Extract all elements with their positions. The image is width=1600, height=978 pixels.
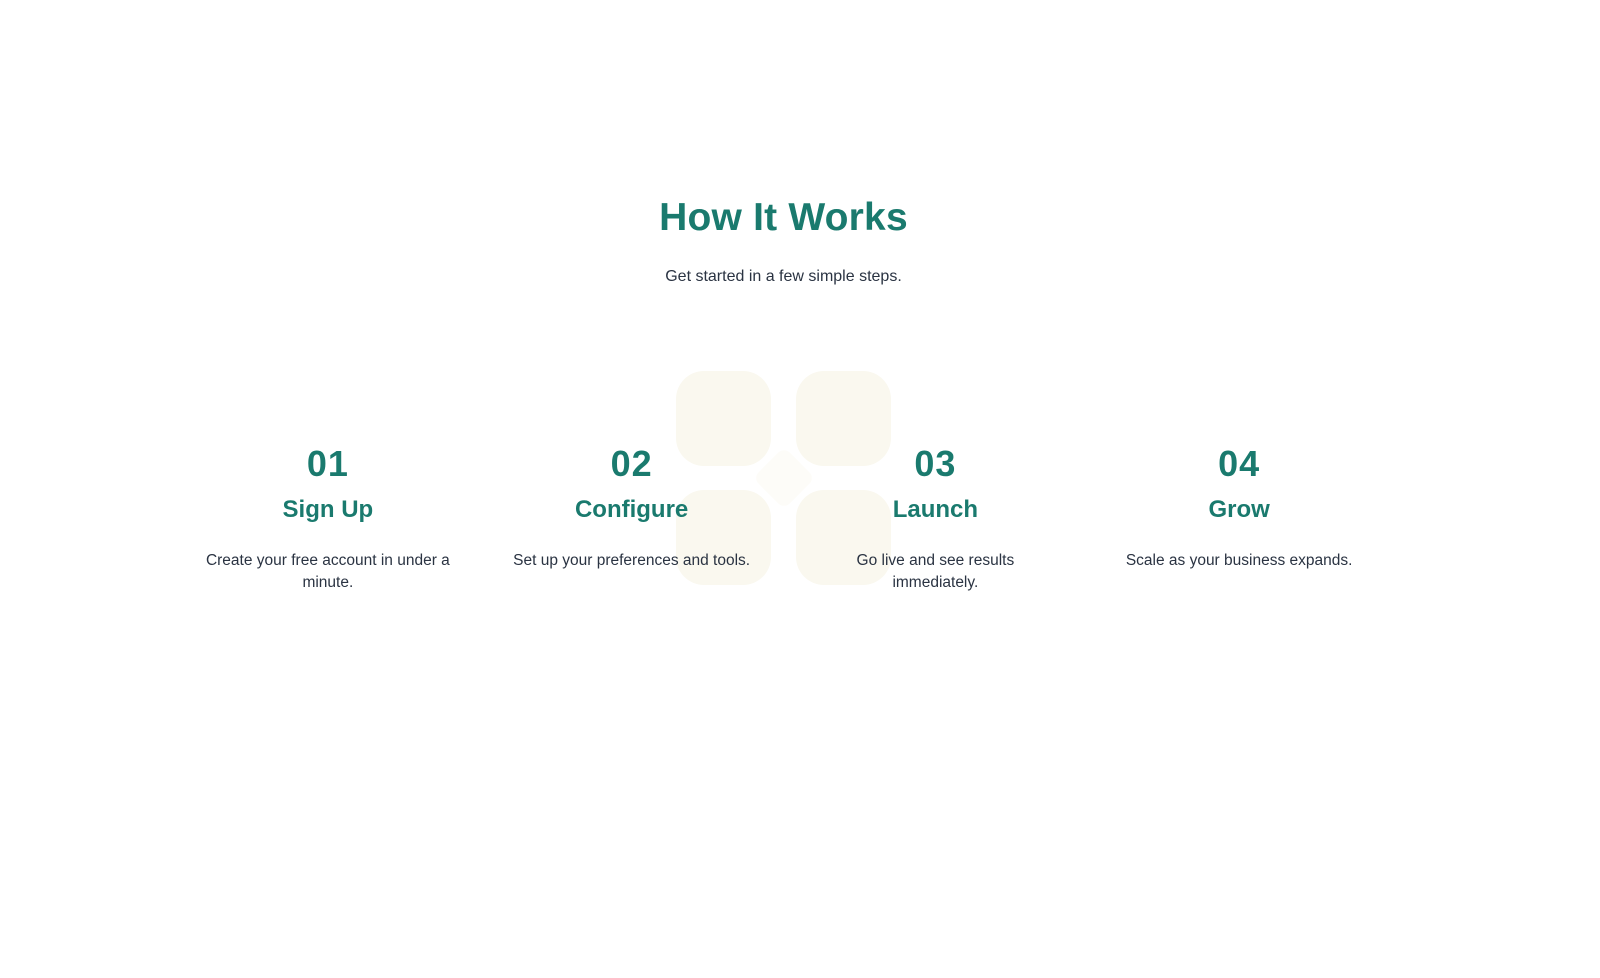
step-description: Create your free account in under a minute. [205, 552, 450, 591]
step-title: Launch [892, 496, 979, 524]
step-description: Go live and see results immediately. [856, 552, 1015, 591]
step-item-launch [784, 442, 1088, 593]
steps-row [176, 442, 1391, 593]
step-title: Sign Up [282, 496, 374, 524]
section-subtitle: Get started in a few simple steps. [665, 268, 902, 285]
step-number: 04 [1218, 443, 1261, 484]
step-title: Configure [574, 496, 689, 524]
step-item-sign-up [176, 442, 480, 593]
step-number: 02 [610, 443, 653, 484]
step-description: Set up your preferences and tools. [513, 552, 751, 570]
step-description: Scale as your business expands. [1125, 552, 1353, 570]
step-title: Grow [1208, 496, 1270, 524]
step-item-configure [480, 442, 784, 593]
step-item-grow [1087, 442, 1391, 593]
step-number: 03 [914, 443, 957, 484]
step-number: 01 [306, 443, 349, 484]
page-title: How It Works [659, 196, 908, 239]
